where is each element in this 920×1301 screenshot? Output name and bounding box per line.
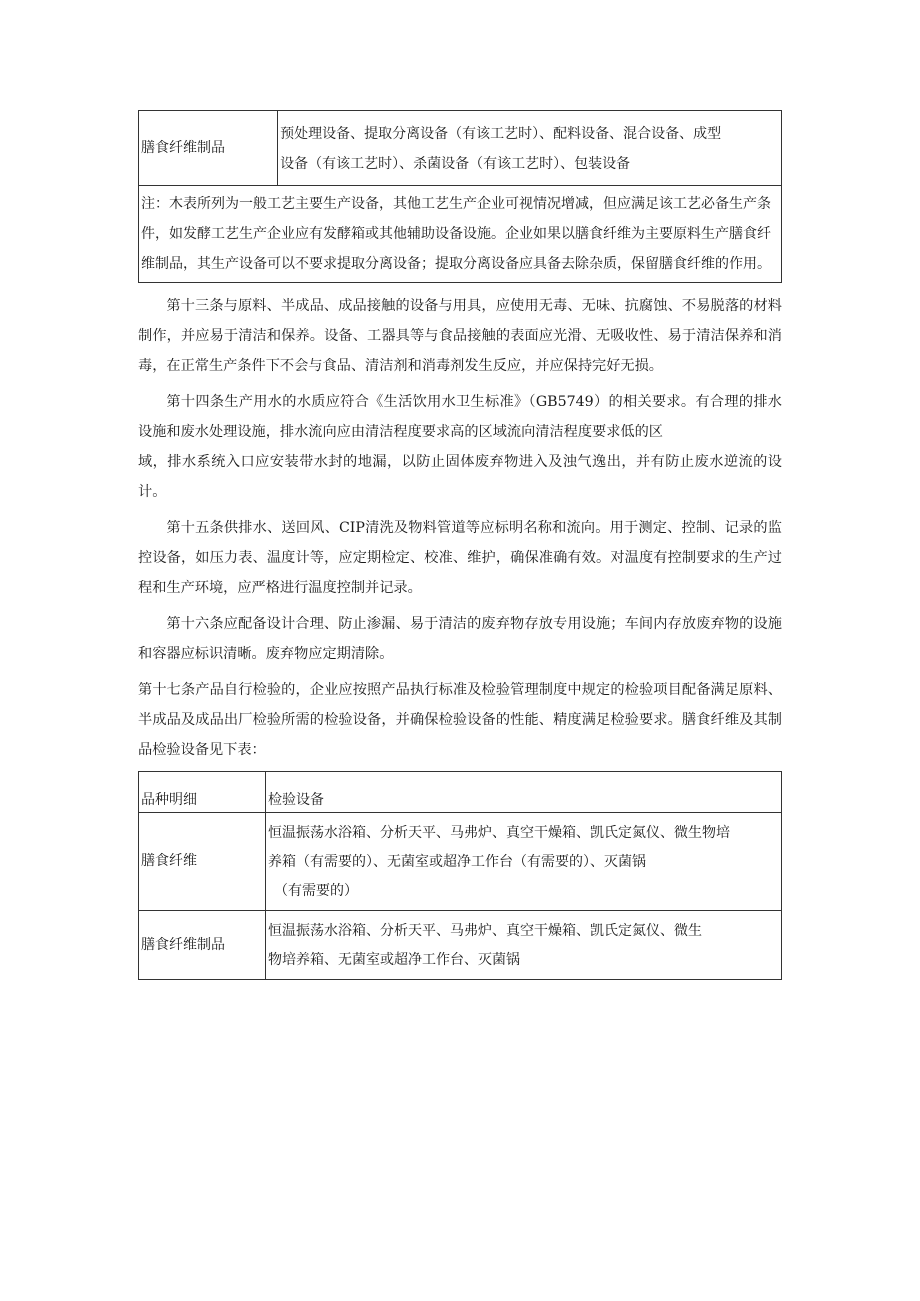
equipment-line: （有需要的） <box>273 883 358 899</box>
equipment-line: 养箱（有需要的）、无菌室或超净工作台（有需要的）、灭菌锅 <box>267 854 646 870</box>
product-category-cell <box>139 111 278 186</box>
product-category-label: 膳食纤维制品 <box>141 140 225 156</box>
equipment-line: 设备（有该工艺时）、杀菌设备（有该工艺时）、包装设备 <box>280 156 631 172</box>
table-row <box>139 186 782 283</box>
article-15: 第十五条供排水、送回风、CIP清洗及物料管道等应标明名称和流向。用于测定、控制、记录的监控设备，如压力表、温度计等，应定期检定、校准、维护，确保准确有效。对温度有控制要求的生产过程和生产环境，应严格进行温度控制并记录。 <box>138 520 782 596</box>
equipment-line: 恒温振荡水浴箱、分析天平、马弗炉、真空干燥箱、凯氏定氮仪、微生 <box>267 923 702 939</box>
table-row <box>139 911 782 980</box>
equipment-line: 恒温振荡水浴箱、分析天平、马弗炉、真空干燥箱、凯氏定氮仪、微生物培 <box>267 825 730 841</box>
variety-cell: 膳食纤维 <box>139 813 266 911</box>
table-row <box>139 813 782 911</box>
article-14-text: 第十四条生产用水的水质应符合《生活饮用水卫生标准》（GB5749）的相关要求。有合理的排水设施和废水处理设施，排水流向应由清洁程度要求高的区域流向清洁程度要求低的区 <box>138 394 782 440</box>
inspection-equipment-table <box>138 771 782 980</box>
article-14-text: 域，排水系统入口应安装带水封的地漏，以防止固体废弃物进入及浊气逸出，并有防止废水逆流的设计。 <box>138 454 782 500</box>
variety-cell: 膳食纤维制品 <box>139 911 266 980</box>
equipment-cell <box>265 911 781 980</box>
production-equipment-table <box>138 110 782 283</box>
header-equipment: 检验设备 <box>265 772 781 813</box>
table-row <box>139 111 782 186</box>
equipment-line: 物培养箱、无菌室或超净工作台、灭菌锅 <box>267 952 520 968</box>
article-17: 第十七条产品自行检验的，企业应按照产品执行标准及检验管理制度中规定的检验项目配备满足原料、半成品及成品出厂检验所需的检验设备，并确保检验设备的性能、精度满足检验要求。膳食纤维及其制品检验设备见下表： <box>138 682 782 758</box>
header-variety: 品种明细 <box>139 772 266 813</box>
equipment-cell <box>265 813 781 911</box>
table-note <box>139 186 782 283</box>
table-header-row <box>139 772 782 813</box>
equipment-list-cell <box>278 111 782 186</box>
article-16: 第十六条应配备设计合理、防止渗漏、易于清洁的废弃物存放专用设施；车间内存放废弃物的设施和容器应标识清晰。废弃物应定期清除。 <box>138 616 782 662</box>
article-13: 第十三条与原料、半成品、成品接触的设备与用具，应使用无毒、无味、抗腐蚀、不易脱落的材料制作，并应易于清洁和保养。设备、工器具等与食品接触的表面应光滑、无吸收性、易于清洁保养和消毒，在正常生产条件下不会与食品、清洁剂和消毒剂发生反应，并应保持完好无损。 <box>138 298 782 374</box>
article-14 <box>138 387 782 507</box>
document-page <box>138 110 782 980</box>
table-note-text: 注：木表所列为一般工艺主要生产设备，其他工艺生产企业可视情况增减，但应满足该工艺必备生产条件，如发酵工艺生产企业应有发酵箱或其他辅助设备设施。企业如果以膳食纤维为主要原料生产膳食纤维制品，其生产设备可以不要求提取分离设备；提取分离设备应具备去除杂质，保留膳食纤维的作用。 <box>141 196 771 272</box>
equipment-line: 预处理设备、提取分离设备（有该工艺时）、配料设备、混合设备、成型 <box>280 126 722 142</box>
